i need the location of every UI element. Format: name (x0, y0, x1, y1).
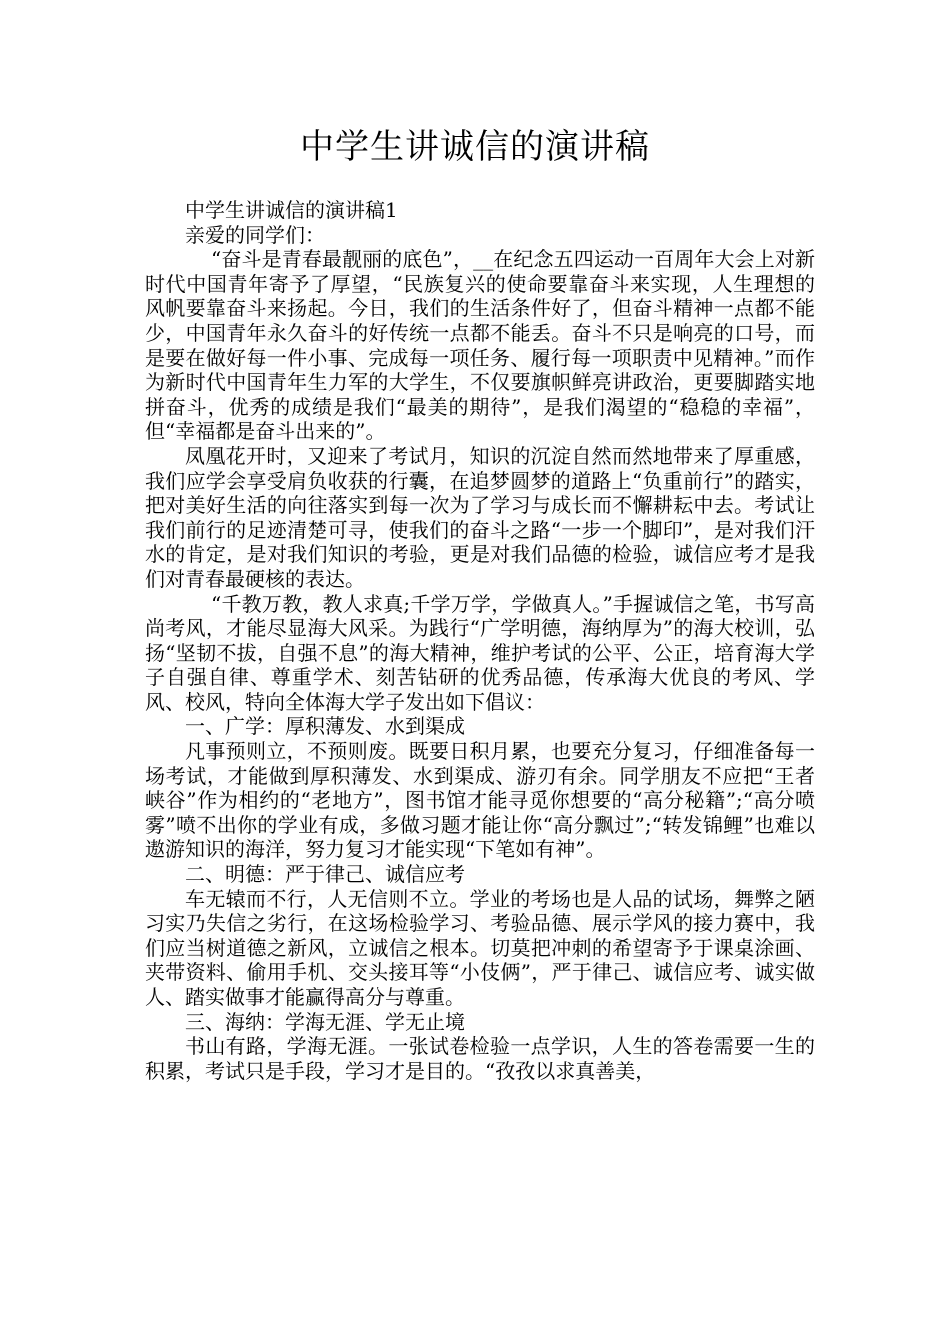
document-title: 中学生讲诚信的演讲稿 (300, 127, 650, 167)
body-paragraph: “千教万教，教人求真;千学万学，学做真人。”手握诚信之笔，书写高尚考风，才能尽显海大风采。为践行“广学明德，海纳厚为”的海大校训，弘扬“坚韧不拔，自强不息”的海大精神，维护考试的公平、公正，培育海大学子自强自律、尊重学术、刻苦钻研的优秀品德，传承海大优良的考风、学风、校风，特向全体海大学子发出如下倡议： (145, 591, 815, 714)
section-heading: 一、广学：厚积薄发、水到渠成 (185, 714, 465, 739)
body-paragraph: 凡事预则立，不预则废。既要日积月累，也要充分复习，仔细准备每一场考试，才能做到厚积薄发、水到渠成、游刃有余。同学朋友不应把“王者峡谷”作为相约的“老地方”，图书馆才能寻觅你想要的“高分秘籍”;“高分喷雾”喷不出你的学业有成，多做习题才能让你“高分飘过”;“转发锦鲤”也难以遨游知识的海洋，努力复习才能实现“下笔如有神”。 (145, 739, 815, 862)
body-paragraph: “奋斗是青春最靓丽的底色”，__在纪念五四运动一百周年大会上对新时代中国青年寄予了厚望，“民族复兴的使命要靠奋斗来实现，人生理想的风帆要靠奋斗来扬起。今日，我们的生活条件好了，但奋斗精神一点都不能少，中国青年永久奋斗的好传统一点都不能丢。奋斗不只是响亮的口号，而是要在做好每一件小事、完成每一项任务、履行每一项职责中见精神。”而作为新时代中国青年生力军的大学生，不仅要旗帜鲜亮讲政治，更要脚踏实地拼奋斗，优秀的成绩是我们“最美的期待”，是我们渴望的“稳稳的幸福”，但“幸福都是奋斗出来的”。 (145, 247, 815, 444)
section-heading: 二、明德：严于律己、诚信应考 (185, 862, 465, 887)
salutation-paragraph: 亲爱的同学们： (185, 222, 325, 247)
body-paragraph: 车无辕而不行，人无信则不立。学业的考场也是人品的试场，舞弊之陋习实乃失信之劣行，在这场检验学习、考验品德、展示学风的接力赛中，我们应当树道德之新风，立诚信之根本。切莫把冲刺的希望寄予于课桌涂画、夹带资料、偷用手机、交头接耳等“小伎俩”，严于律己、诚信应考、诚实做人、踏实做事才能赢得高分与尊重。 (145, 886, 815, 1009)
body-paragraph: 凤凰花开时，又迎来了考试月，知识的沉淀自然而然地带来了厚重感，我们应学会享受肩负收获的行囊，在追梦圆梦的道路上“负重前行”的踏实，把对美好生活的向往落实到每一次为了学习与成长而不懈耕耘中去。考试让我们前行的足迹清楚可寻，使我们的奋斗之路“一步一个脚印”，是对我们汗水的肯定，是对我们知识的考验，更是对我们品德的检验，诚信应考才是我们对青春最硬核的表达。 (145, 443, 815, 591)
body-paragraph: 书山有路，学海无涯。一张试卷检验一点学识，人生的答卷需要一生的积累，考试只是手段，学习才是目的。“孜孜以求真善美， (145, 1034, 815, 1083)
document-body (145, 198, 815, 1083)
section-heading: 三、海纳：学海无涯、学无止境 (185, 1009, 465, 1034)
subtitle-paragraph: 中学生讲诚信的演讲稿1 (185, 198, 398, 222)
